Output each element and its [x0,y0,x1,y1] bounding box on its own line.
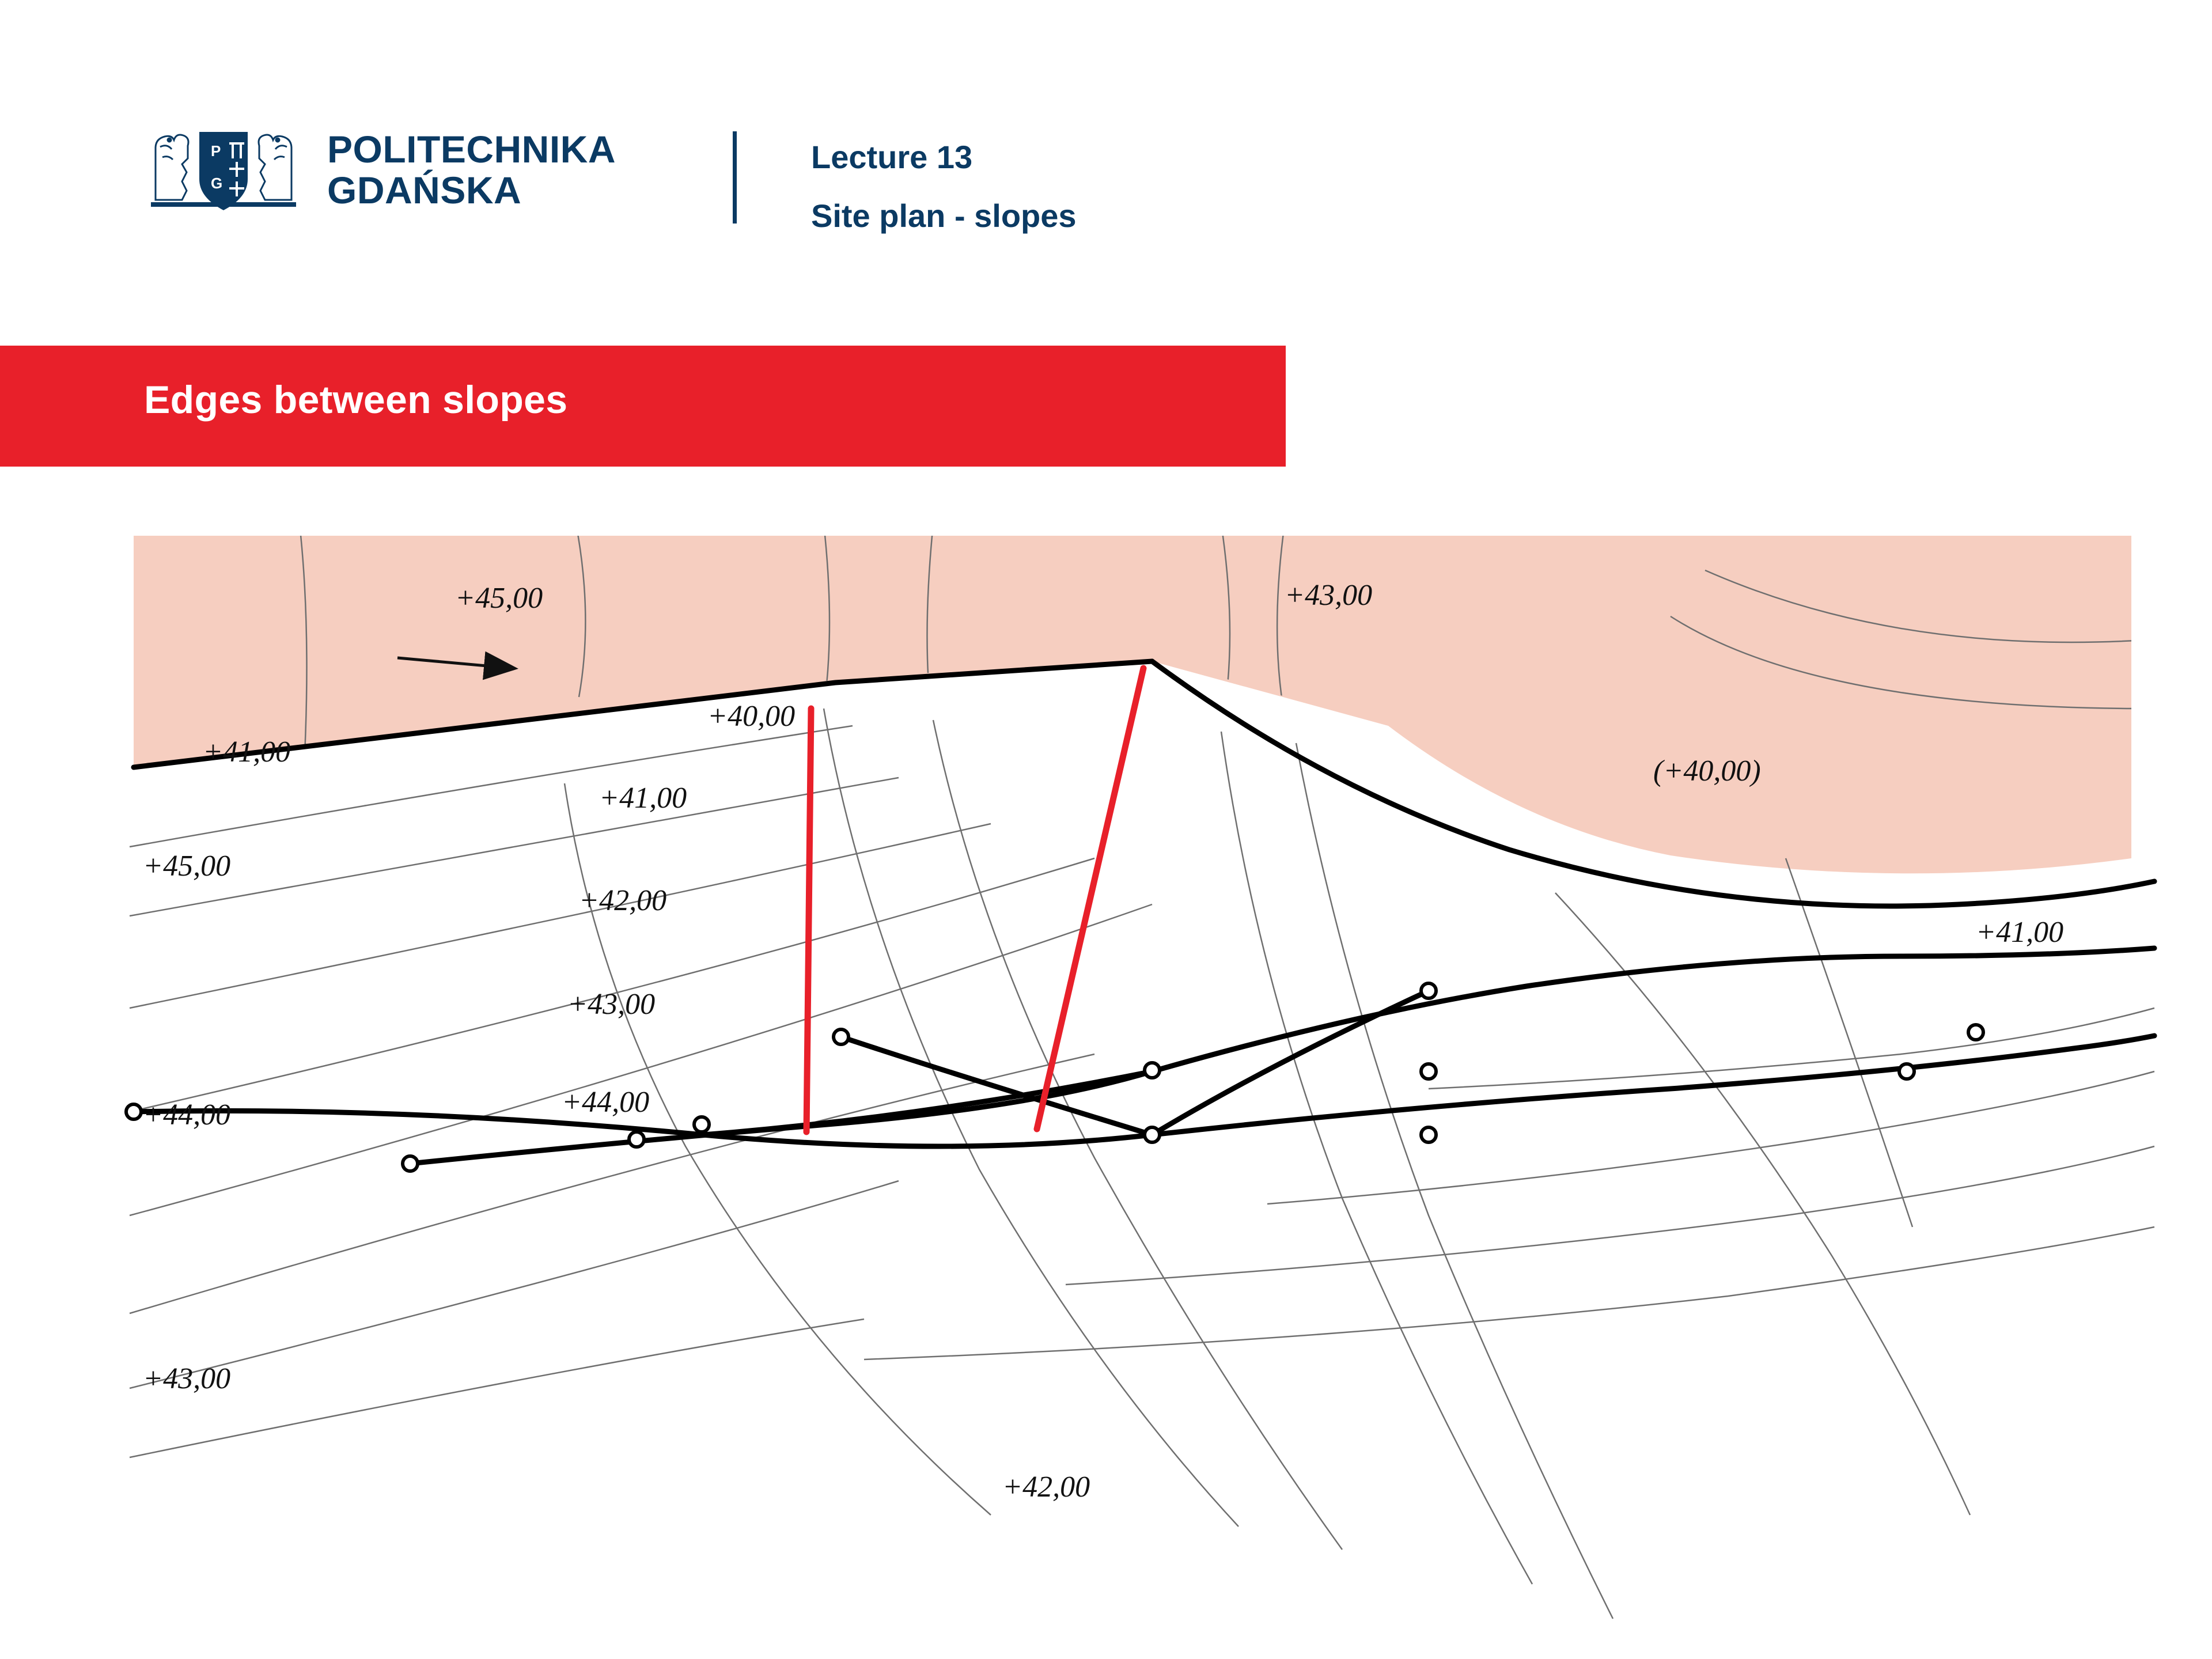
university-name-line1: POLITECHNIKA [327,127,616,171]
elevation-label: +40,00 [707,700,796,733]
university-logo [137,124,616,216]
node-point [1421,983,1436,998]
elevation-label: +45,00 [143,850,231,882]
node-point [1145,1063,1160,1078]
node-point [834,1029,849,1044]
node-point [126,1104,141,1119]
pg-crest-icon [137,124,310,216]
elevation-label: +44,00 [143,1099,231,1131]
node-point [1421,1127,1436,1142]
elevation-label: +43,00 [1285,579,1373,612]
university-name [327,129,616,211]
node-point [1421,1064,1436,1079]
svg-text:G: G [211,175,223,192]
lecture-title: Lecture 13 [811,139,973,175]
university-name-line2: GDAŃSKA [327,169,522,211]
node-point [1899,1064,1914,1079]
elevation-label: +41,00 [599,782,687,815]
svg-text:P: P [211,142,221,160]
elevation-label: (+40,00) [1653,755,1761,787]
node-point [403,1156,418,1171]
elevation-label: +42,00 [1002,1471,1090,1503]
node-point [629,1132,644,1147]
elevation-label: +44,00 [562,1086,650,1119]
elevation-label: +41,00 [1976,916,2064,949]
site-plan-diagram [0,536,2212,1630]
elevation-label: +42,00 [579,884,667,917]
lecture-info [811,139,1077,233]
elevation-label: +43,00 [567,988,656,1021]
slope-edge-lines [806,668,1143,1132]
node-point [694,1117,709,1132]
section-title: Edges between slopes [144,378,568,422]
header-divider [733,131,737,224]
node-point [1968,1025,1983,1040]
lecture-subtitle: Site plan - slopes [811,197,1077,234]
elevation-label: +45,00 [455,582,543,615]
elevation-label: +41,00 [203,736,291,768]
page-header [0,0,2212,323]
node-point [1145,1127,1160,1142]
elevation-label: +43,00 [143,1362,231,1395]
site-plan-svg [0,536,2212,1630]
